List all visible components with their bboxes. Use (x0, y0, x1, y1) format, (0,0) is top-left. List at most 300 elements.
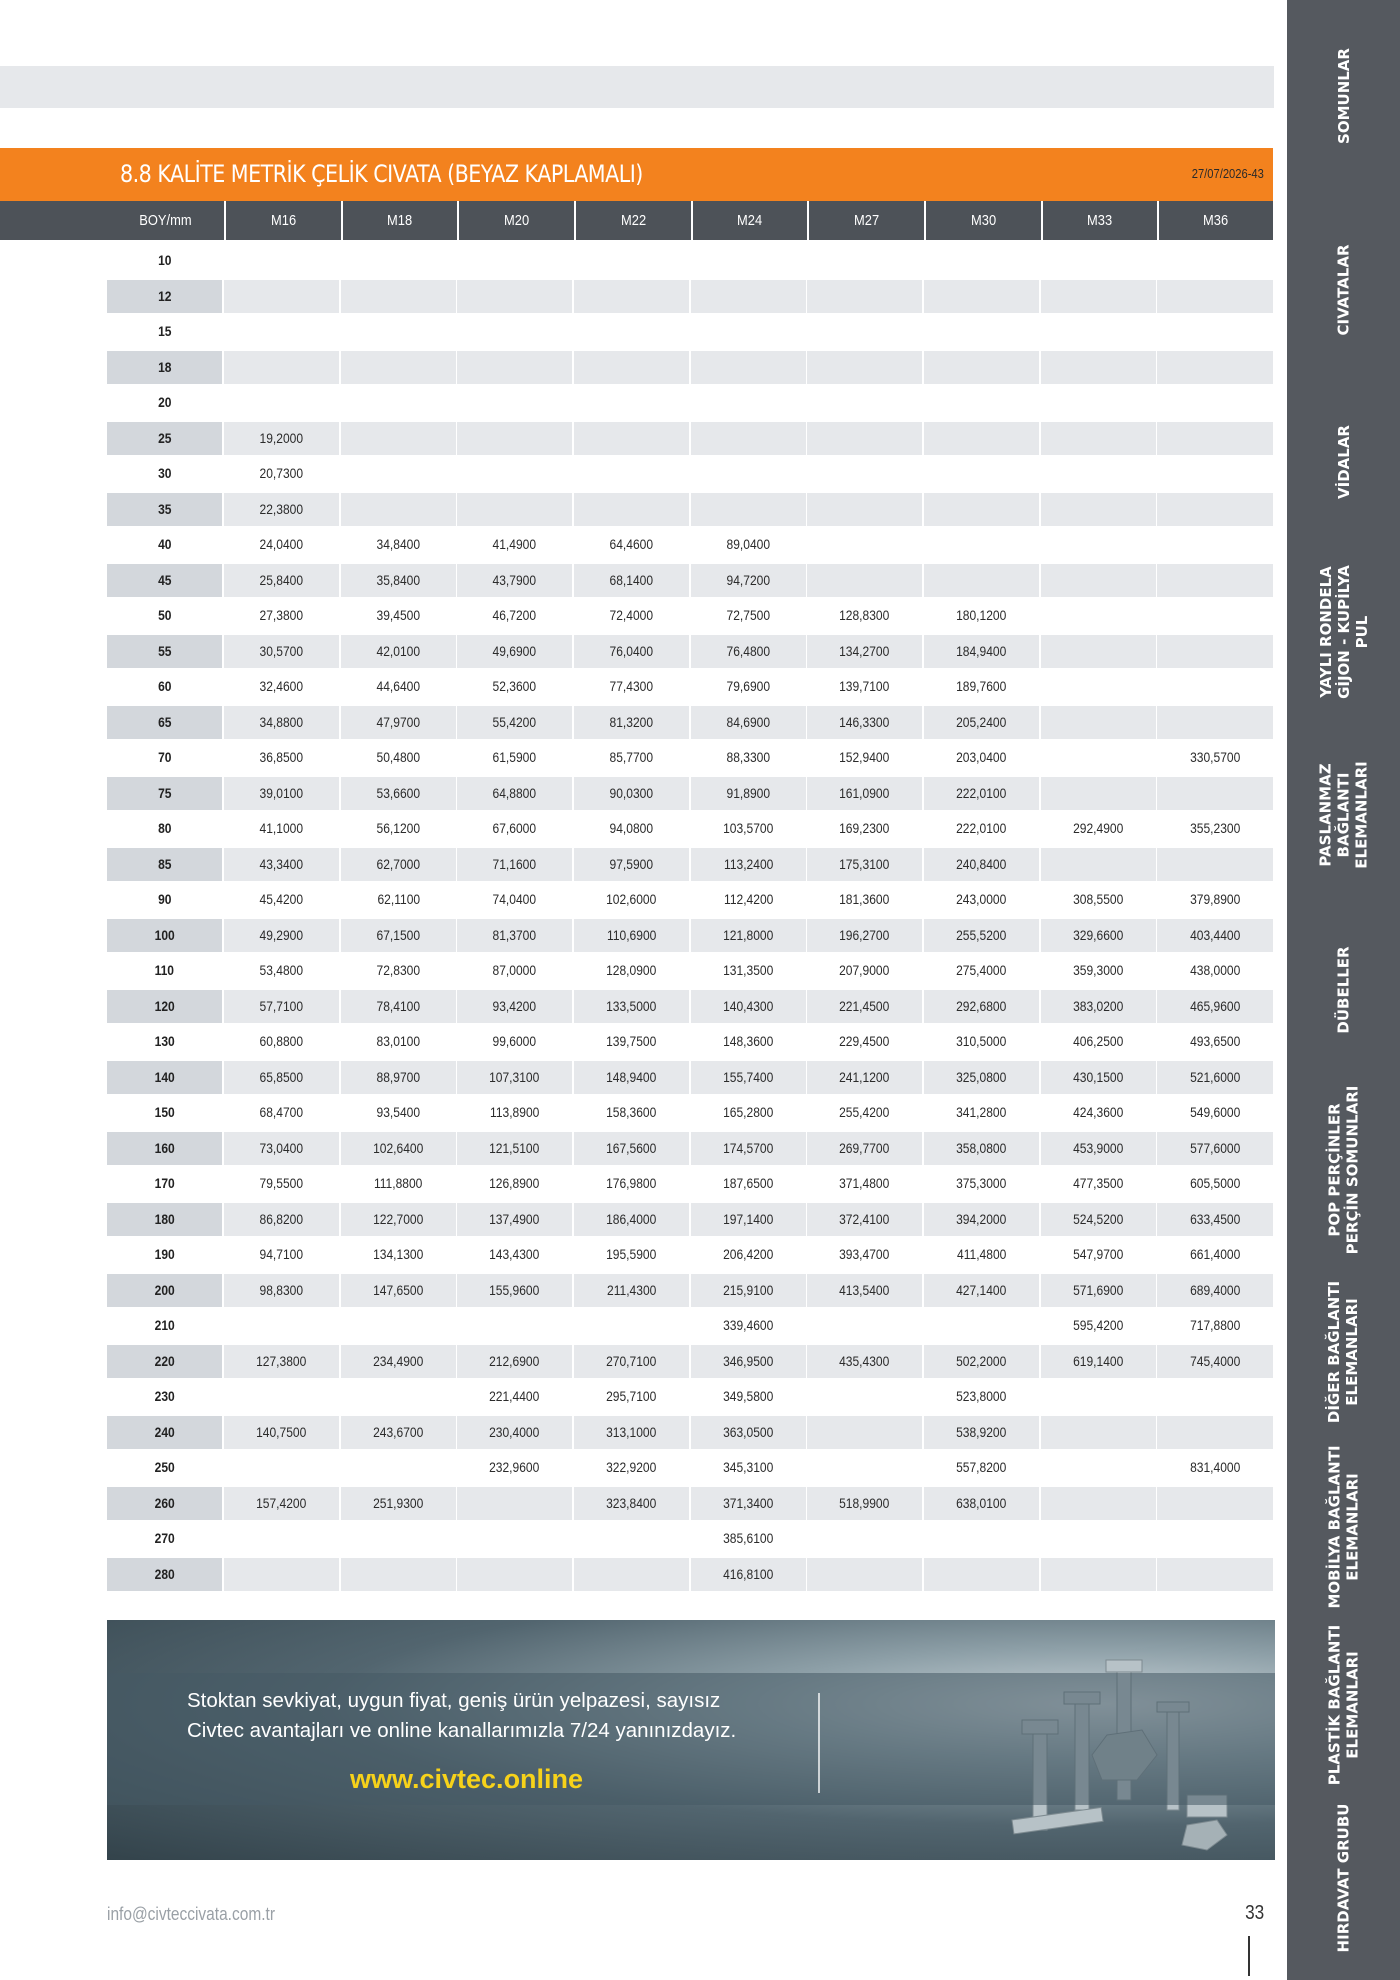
price-cell (1157, 1522, 1273, 1555)
price-cell (574, 351, 689, 384)
price-cell: 94,7200 (691, 564, 806, 597)
website-link[interactable]: www.civtec.online (350, 1764, 584, 1794)
price-cell (1041, 351, 1156, 384)
price-cell (691, 457, 806, 490)
length-cell: 85 (107, 848, 222, 881)
price-cell (224, 280, 339, 313)
price-cell (224, 1309, 339, 1342)
price-cell: 240,8400 (924, 848, 1039, 881)
price-cell (924, 1309, 1039, 1342)
table-row (107, 883, 1273, 919)
price-cell: 49,2900 (224, 919, 339, 952)
price-cell: 477,3500 (1073, 1175, 1124, 1191)
price-cell (1157, 457, 1273, 490)
length-cell: 250 (154, 1459, 175, 1475)
price-cell (1041, 280, 1156, 313)
price-cell (807, 1451, 922, 1484)
price-cell (574, 493, 689, 526)
price-cell: 638,0100 (924, 1487, 1039, 1520)
price-cell: 215,9100 (691, 1274, 806, 1307)
sidebar-label (1317, 565, 1371, 699)
price-cell: 61,5900 (492, 749, 537, 765)
table-row (107, 1203, 1273, 1239)
sidebar-item-di-er-ba-lanti[interactable] (1287, 1272, 1400, 1432)
price-cell: 292,4900 (1073, 820, 1124, 836)
table-row (107, 1345, 1273, 1381)
price-cell (457, 244, 572, 277)
length-cell: 200 (107, 1274, 222, 1307)
price-cell: 465,9600 (1157, 990, 1273, 1023)
price-cell (574, 244, 689, 277)
price-cell (807, 315, 922, 348)
price-cell (1157, 777, 1273, 810)
price-cell: 206,4200 (723, 1246, 774, 1262)
price-cell: 42,0100 (341, 635, 456, 668)
price-cell (1041, 315, 1156, 348)
price-cell: 212,6900 (457, 1345, 572, 1378)
price-cell: 232,9600 (489, 1459, 540, 1475)
price-cell: 152,9400 (839, 749, 890, 765)
page-number: 33 (1244, 1902, 1264, 1924)
price-cell: 577,6000 (1157, 1132, 1273, 1165)
price-cell: 430,1500 (1041, 1061, 1156, 1094)
price-cell (1041, 244, 1156, 277)
length-cell: 110 (154, 962, 175, 978)
price-cell (1041, 706, 1156, 739)
sidebar-item-pop-per-i-nler[interactable] (1287, 1085, 1400, 1255)
price-cell: 325,0800 (924, 1061, 1039, 1094)
price-cell: 112,4200 (723, 891, 774, 907)
sidebar-label (1326, 1625, 1362, 1786)
sidebar-item-civatalar[interactable] (1287, 210, 1400, 370)
price-cell (691, 422, 806, 455)
price-cell: 86,8200 (224, 1203, 339, 1236)
price-cell: 323,8400 (574, 1487, 689, 1520)
price-cell: 269,7700 (807, 1132, 922, 1165)
price-cell: 295,7100 (606, 1388, 657, 1404)
price-cell (224, 351, 339, 384)
price-cell: 35,8400 (341, 564, 456, 597)
price-cell (1157, 1416, 1273, 1449)
price-cell: 549,6000 (1189, 1104, 1241, 1120)
price-cell (1157, 670, 1273, 703)
sidebar-label-line: HIRDAVAT GRUBU (1334, 1803, 1353, 1953)
price-cell: 34,8800 (224, 706, 339, 739)
top-band (0, 66, 1274, 108)
sidebar-label-line: MOBİLYA BAĞLANTI (1325, 1445, 1344, 1609)
sidebar-label (1326, 1281, 1362, 1423)
price-cell: 241,1200 (807, 1061, 922, 1094)
sidebar-label-line: PERÇİN SOMUNLARI (1343, 1085, 1362, 1255)
price-cell (1157, 706, 1273, 739)
price-cell: 243,0000 (956, 891, 1007, 907)
price-cell: 148,9400 (574, 1061, 689, 1094)
price-cell: 557,8200 (956, 1459, 1007, 1475)
price-cell (1041, 564, 1156, 597)
table-header (0, 201, 1273, 240)
price-cell: 222,0100 (956, 820, 1007, 836)
sidebar-item-plasti-k-ba-lanti[interactable] (1287, 1625, 1400, 1785)
price-cell: 128,8300 (839, 607, 890, 623)
price-table (107, 244, 1273, 1593)
table-row (107, 493, 1273, 529)
price-cell (457, 493, 572, 526)
sidebar-label (1335, 48, 1353, 144)
price-cell: 72,7500 (726, 607, 771, 623)
sidebar-label-line: PASLANMAZ (1316, 763, 1335, 867)
promo-banner[interactable] (107, 1620, 1275, 1860)
price-cell (924, 564, 1039, 597)
price-cell (341, 457, 456, 490)
price-cell: 355,2300 (1189, 820, 1241, 836)
price-cell (807, 351, 922, 384)
price-cell: 53,4800 (259, 962, 304, 978)
price-cell (1041, 599, 1156, 632)
table-row (107, 1025, 1273, 1061)
column-header-m20: M20 (457, 201, 574, 240)
price-cell: 27,3800 (259, 607, 304, 623)
price-cell (924, 386, 1039, 419)
table-row (107, 599, 1273, 635)
sidebar-item-paslanmaz[interactable] (1287, 735, 1400, 895)
price-cell: 174,5700 (691, 1132, 806, 1165)
price-cell (574, 422, 689, 455)
sidebar-label-line: VİDALAR (1334, 425, 1353, 499)
price-cell: 36,8500 (259, 749, 304, 765)
price-cell: 438,0000 (1189, 962, 1241, 978)
column-header-m33: M33 (1041, 201, 1157, 240)
price-cell (1041, 741, 1156, 774)
price-cell (341, 1558, 456, 1591)
table-row (107, 528, 1273, 564)
price-cell: 53,6600 (341, 777, 456, 810)
length-cell: 90 (157, 891, 172, 907)
price-cell (1041, 528, 1156, 561)
price-cell (341, 1380, 456, 1413)
price-cell: 385,6100 (723, 1530, 774, 1546)
sidebar-item-hirdavat-grubu[interactable] (1287, 1798, 1400, 1958)
banner-line-1: Stoktan sevkiyat, uygun fiyat, geniş ürün yelpazesi, sayısız (187, 1689, 721, 1712)
price-cell: 62,7000 (341, 848, 456, 881)
price-cell (1041, 493, 1156, 526)
price-cell: 102,6000 (606, 891, 657, 907)
price-cell: 413,5400 (807, 1274, 922, 1307)
price-cell: 64,4600 (609, 536, 654, 552)
banner-text (187, 1686, 736, 1746)
price-cell: 524,5200 (1041, 1203, 1156, 1236)
price-cell: 134,2700 (807, 635, 922, 668)
price-cell: 689,4000 (1157, 1274, 1273, 1307)
length-cell: 220 (107, 1345, 222, 1378)
price-cell: 186,4000 (574, 1203, 689, 1236)
price-cell: 90,0300 (574, 777, 689, 810)
price-cell (807, 1380, 922, 1413)
price-cell: 330,5700 (1189, 749, 1241, 765)
length-cell: 130 (154, 1033, 175, 1049)
table-row (107, 1096, 1273, 1132)
price-cell: 155,9600 (457, 1274, 572, 1307)
table-row (107, 280, 1273, 316)
price-cell (224, 244, 339, 277)
sidebar-label-line: DİĞER BAĞLANTI (1325, 1280, 1344, 1424)
price-cell (341, 315, 456, 348)
price-cell: 139,7100 (839, 678, 890, 694)
page-title: 8.8 KALİTE METRİK ÇELİK CIVATA (BEYAZ KAPLAMALI) (120, 160, 643, 188)
table-row (107, 1380, 1273, 1416)
price-cell (1157, 564, 1273, 597)
price-cell: 110,6900 (574, 919, 689, 952)
price-cell: 538,9200 (924, 1416, 1039, 1449)
length-cell: 160 (107, 1132, 222, 1165)
table-row (107, 422, 1273, 458)
price-cell: 518,9900 (807, 1487, 922, 1520)
price-cell (807, 422, 922, 455)
price-cell: 155,7400 (691, 1061, 806, 1094)
price-cell: 717,8800 (1189, 1317, 1241, 1333)
price-cell (457, 280, 572, 313)
price-cell: 175,3100 (807, 848, 922, 881)
price-cell: 88,3300 (726, 749, 771, 765)
price-cell: 595,4200 (1073, 1317, 1124, 1333)
price-cell (1041, 1558, 1156, 1591)
price-cell: 493,6500 (1189, 1033, 1241, 1049)
price-cell: 72,4000 (609, 607, 654, 623)
price-cell: 65,8500 (224, 1061, 339, 1094)
price-cell: 139,7500 (606, 1033, 657, 1049)
price-cell (924, 457, 1039, 490)
length-cell: 50 (157, 607, 172, 623)
price-cell: 147,6500 (341, 1274, 456, 1307)
price-cell: 20,7300 (259, 465, 304, 481)
price-cell (341, 1309, 456, 1342)
price-cell: 137,4900 (457, 1203, 572, 1236)
table-row (107, 1522, 1273, 1558)
sidebar-label-line: YAYLI RONDELA (1316, 566, 1335, 698)
price-cell (924, 1558, 1039, 1591)
price-cell: 55,4200 (457, 706, 572, 739)
price-cell: 140,7500 (224, 1416, 339, 1449)
price-cell (924, 493, 1039, 526)
price-cell: 184,9400 (924, 635, 1039, 668)
price-cell: 211,4300 (574, 1274, 689, 1307)
price-cell: 329,6600 (1041, 919, 1156, 952)
price-cell: 222,0100 (924, 777, 1039, 810)
price-cell: 68,1400 (574, 564, 689, 597)
length-cell: 40 (157, 536, 172, 552)
price-cell: 22,3800 (224, 493, 339, 526)
price-cell (691, 351, 806, 384)
price-cell: 103,5700 (723, 820, 774, 836)
price-cell (341, 280, 456, 313)
length-cell: 60 (157, 678, 172, 694)
price-cell: 310,5000 (956, 1033, 1007, 1049)
price-cell: 57,7100 (224, 990, 339, 1023)
price-cell (1157, 635, 1273, 668)
price-cell: 88,9700 (341, 1061, 456, 1094)
price-cell (1157, 244, 1273, 277)
footer-email[interactable]: info@civteccivata.com.tr (107, 1904, 275, 1924)
price-cell: 127,3800 (224, 1345, 339, 1378)
price-cell: 270,7100 (574, 1345, 689, 1378)
price-cell: 158,3600 (606, 1104, 657, 1120)
price-cell: 196,2700 (807, 919, 922, 952)
price-cell: 427,1400 (924, 1274, 1039, 1307)
price-cell (457, 457, 572, 490)
price-cell: 411,4800 (956, 1246, 1007, 1262)
price-cell: 453,9000 (1041, 1132, 1156, 1165)
price-cell: 140,4300 (691, 990, 806, 1023)
price-cell (924, 422, 1039, 455)
price-cell (1041, 386, 1156, 419)
price-cell (924, 280, 1039, 313)
price-cell: 346,9500 (691, 1345, 806, 1378)
page-number-rule (1248, 1936, 1250, 1976)
table-row (107, 1416, 1273, 1452)
length-cell: 10 (157, 252, 172, 268)
price-cell (807, 1522, 922, 1555)
length-cell: 80 (157, 820, 172, 836)
sidebar-item-yayli-rondela[interactable] (1287, 552, 1400, 712)
price-cell: 87,0000 (492, 962, 537, 978)
price-cell (1041, 422, 1156, 455)
price-cell (691, 493, 806, 526)
price-cell: 113,8900 (489, 1104, 540, 1120)
price-cell: 39,4500 (376, 607, 421, 623)
price-cell: 134,1300 (373, 1246, 424, 1262)
sidebar-label-line: DÜBELLER (1334, 946, 1353, 1034)
price-cell (1157, 422, 1273, 455)
price-cell: 229,4500 (839, 1033, 890, 1049)
price-cell: 403,4400 (1157, 919, 1273, 952)
price-cell: 81,3700 (457, 919, 572, 952)
price-cell: 83,0100 (376, 1033, 421, 1049)
table-row (107, 848, 1273, 884)
price-cell: 43,7900 (457, 564, 572, 597)
price-cell (924, 528, 1039, 561)
price-cell: 363,0500 (691, 1416, 806, 1449)
table-row (107, 1558, 1273, 1594)
price-cell: 126,8900 (489, 1175, 540, 1191)
length-cell: 15 (157, 323, 172, 339)
price-cell: 619,1400 (1041, 1345, 1156, 1378)
price-cell (457, 315, 572, 348)
price-cell (691, 386, 806, 419)
table-row (107, 351, 1273, 387)
price-cell (1041, 1522, 1156, 1555)
price-cell: 375,3000 (956, 1175, 1007, 1191)
price-cell: 605,5000 (1189, 1175, 1241, 1191)
price-cell: 73,0400 (224, 1132, 339, 1165)
price-cell: 67,6000 (492, 820, 537, 836)
sidebar-label-line: PLASTİK BAĞLANTI (1325, 1624, 1344, 1786)
price-cell (1157, 1487, 1273, 1520)
sidebar-label-line: BAĞLANTI (1334, 772, 1353, 858)
price-cell (341, 244, 456, 277)
price-cell (341, 1522, 456, 1555)
banner-line-2: Civtec avantajları ve online kanallarımızla 7/24 yanınızdayız. (187, 1719, 737, 1742)
price-cell: 255,4200 (839, 1104, 890, 1120)
price-cell: 107,3100 (457, 1061, 572, 1094)
document-code: 27/07/2026-43 (1191, 166, 1264, 181)
price-cell: 41,1000 (259, 820, 304, 836)
price-cell: 180,1200 (956, 607, 1007, 623)
length-cell: 260 (107, 1487, 222, 1520)
length-cell: 280 (107, 1558, 222, 1591)
price-cell: 113,2400 (691, 848, 806, 881)
price-cell (1041, 670, 1156, 703)
category-sidebar (1287, 0, 1400, 1980)
column-header-m27: M27 (807, 201, 924, 240)
length-cell: 120 (107, 990, 222, 1023)
price-cell: 393,4700 (839, 1246, 890, 1262)
sidebar-label (1335, 425, 1353, 499)
sidebar-item-d-beller[interactable] (1287, 910, 1400, 1070)
table-row (107, 1132, 1273, 1168)
table-row (107, 1238, 1273, 1274)
price-cell (341, 351, 456, 384)
price-cell (1041, 777, 1156, 810)
price-cell: 205,2400 (924, 706, 1039, 739)
price-cell: 521,6000 (1157, 1061, 1273, 1094)
price-cell (807, 528, 922, 561)
table-row (107, 706, 1273, 742)
price-cell: 424,3600 (1073, 1104, 1124, 1120)
price-cell: 169,2300 (839, 820, 890, 836)
price-cell (457, 1487, 572, 1520)
column-header-m30: M30 (924, 201, 1041, 240)
price-cell (807, 1416, 922, 1449)
price-cell: 46,7200 (492, 607, 537, 623)
price-cell: 49,6900 (457, 635, 572, 668)
sidebar-item-mobi-lya-ba-lanti[interactable] (1287, 1447, 1400, 1607)
sidebar-item-vi-dalar[interactable] (1287, 382, 1400, 542)
price-cell: 831,4000 (1189, 1459, 1241, 1475)
sidebar-label (1316, 761, 1370, 868)
price-cell: 133,5000 (574, 990, 689, 1023)
price-cell: 547,9700 (1073, 1246, 1124, 1262)
price-cell: 292,6800 (924, 990, 1039, 1023)
sidebar-item-somunlar[interactable] (1287, 16, 1400, 176)
price-cell (807, 386, 922, 419)
price-cell (924, 351, 1039, 384)
price-cell: 62,1100 (377, 891, 420, 907)
price-cell (1157, 848, 1273, 881)
price-cell: 416,8100 (691, 1558, 806, 1591)
length-cell: 240 (107, 1416, 222, 1449)
price-cell: 161,0900 (807, 777, 922, 810)
length-cell: 30 (157, 465, 172, 481)
price-cell: 633,4500 (1157, 1203, 1273, 1236)
price-cell: 189,7600 (956, 678, 1007, 694)
sidebar-label (1335, 1804, 1353, 1953)
table-row (107, 1274, 1273, 1310)
price-cell (457, 422, 572, 455)
length-cell: 65 (107, 706, 222, 739)
price-cell: 39,0100 (224, 777, 339, 810)
column-header-m24: M24 (691, 201, 807, 240)
table-row (107, 386, 1273, 422)
column-header-boy-mm: BOY/mm (139, 212, 192, 229)
price-cell (574, 315, 689, 348)
price-cell: 97,5900 (574, 848, 689, 881)
price-cell (224, 386, 339, 419)
price-cell: 176,9800 (606, 1175, 657, 1191)
price-cell (224, 315, 339, 348)
length-cell: 270 (154, 1530, 175, 1546)
length-cell: 150 (154, 1104, 175, 1120)
price-cell: 24,0400 (259, 536, 304, 552)
sidebar-label-line: ELEMANLARI (1343, 1298, 1362, 1406)
